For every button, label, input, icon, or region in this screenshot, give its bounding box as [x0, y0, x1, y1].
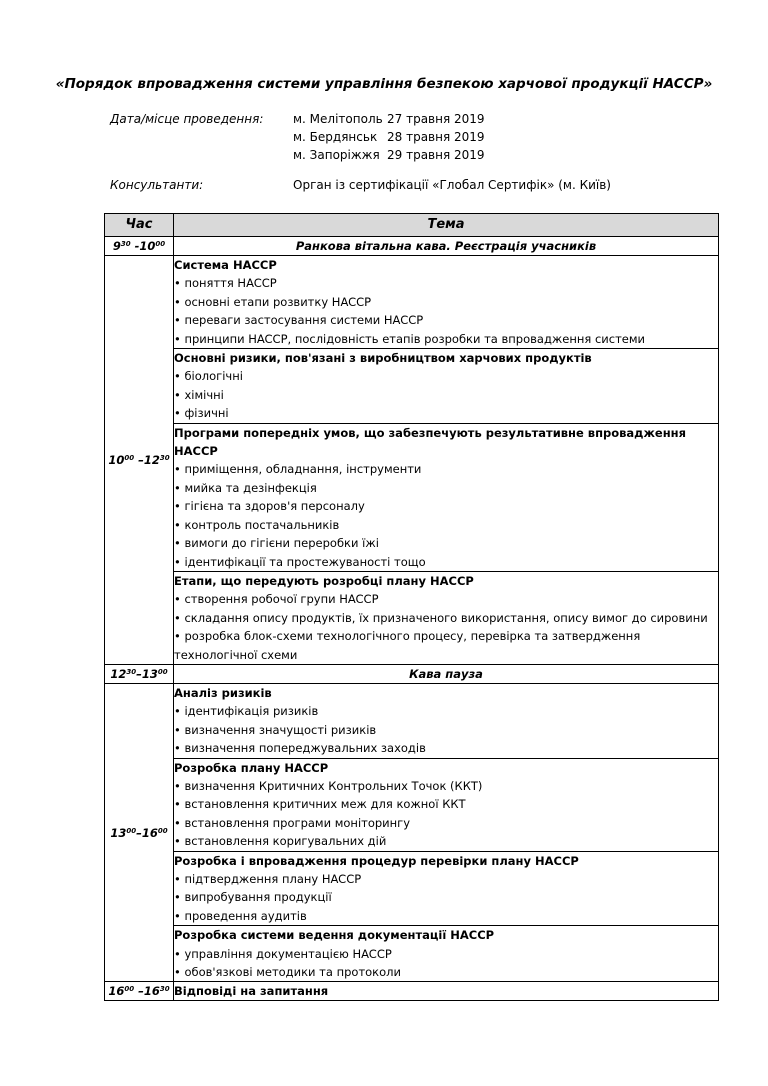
- page-title: «Порядок впровадження системи управління безпекою харчової продукції HACCP»: [55, 76, 713, 92]
- time-cell: $9^{30}$ $-10^{00}$: [105, 237, 174, 256]
- topic-item: • гігієна та здоров'я персоналу: [174, 497, 718, 515]
- location-date: 29 травня 2019: [387, 148, 485, 162]
- topic-item: • мийка та дезінфекція: [174, 479, 718, 497]
- topic-item: • визначення попереджувальних заходів: [174, 739, 718, 757]
- topic-item: • визначення Критичних Контрольних Точок (ККТ): [174, 777, 718, 795]
- topic-heading: Етапи, що передують розробці плану HACCP: [174, 573, 474, 588]
- table-header-row: [105, 214, 719, 237]
- location-row: [293, 110, 485, 128]
- topic-item: • ідентифікація ризиків: [174, 702, 718, 720]
- topic-item: • біологічні: [174, 367, 718, 385]
- topic-item: • визначення значущості ризиків: [174, 721, 718, 739]
- consultants-value: Орган із сертифікації «Глобал Сертифік» (м. Київ): [293, 178, 611, 192]
- table-row: [105, 423, 719, 571]
- topic-item: • принципи HACCP, послідовність етапів розробки та впровадження системи: [174, 330, 718, 348]
- topic-cell: [174, 256, 719, 349]
- location-city: м. Бердянськ: [293, 130, 378, 144]
- topic-cell: [174, 758, 719, 851]
- session-label: Ранкова вітальна кава. Реєстрація учасників: [174, 237, 719, 256]
- topic-item: • підтвердження плану HACCP: [174, 870, 718, 888]
- table-row: [105, 683, 719, 758]
- topic-item: • вимоги до гігієни переробки їжі: [174, 534, 718, 552]
- topic-item: • основні етапи розвитку HACCP: [174, 293, 718, 311]
- column-header-time: Час: [105, 214, 174, 237]
- time-cell: $12^{30}-13^{00}$: [105, 664, 174, 683]
- topic-item: • встановлення критичних меж для кожної ККТ: [174, 795, 718, 813]
- table-row: [105, 982, 719, 1001]
- topic-item: • встановлення програми моніторингу: [174, 814, 718, 832]
- table-row: [105, 349, 719, 424]
- topic-cell: [174, 423, 719, 571]
- location-row: [293, 146, 485, 164]
- schedule-table: [104, 213, 719, 1001]
- location-city: м. Мелітополь: [293, 112, 383, 126]
- topic-cell: [174, 926, 719, 982]
- topic-cell: [174, 683, 719, 758]
- topic-item: • ідентифікації та простежуваності тощо: [174, 553, 718, 571]
- time-cell: $13^{00}-16^{00}$: [105, 683, 174, 982]
- location-date: 28 травня 2019: [387, 130, 485, 144]
- topic-item: • створення робочої групи HACCP: [174, 590, 718, 608]
- topic-item: • встановлення коригувальних дій: [174, 832, 718, 850]
- column-header-topic: Тема: [174, 214, 719, 237]
- topic-item: • хімічні: [174, 386, 718, 404]
- table-row: [105, 926, 719, 982]
- table-row: [105, 571, 719, 664]
- topic-item: • проведення аудитів: [174, 907, 718, 925]
- topic-item: • випробування продукції: [174, 888, 718, 906]
- topic-cell: [174, 851, 719, 926]
- locations-list: [293, 110, 485, 164]
- topic-heading: Аналіз ризиків: [174, 685, 272, 700]
- table-row: [105, 851, 719, 926]
- table-row: [105, 664, 719, 683]
- location-date: 27 травня 2019: [387, 112, 485, 126]
- time-cell: $16^{00}$ $-16^{30}$: [105, 982, 174, 1001]
- topic-item: • переваги застосування системи HACCP: [174, 311, 718, 329]
- topic-cell: [174, 571, 719, 664]
- topic-item: • складання опису продуктів, їх призначеного використання, опису вимог до сировини: [174, 609, 718, 627]
- table-row: [105, 758, 719, 851]
- topic-item: • розробка блок-схеми технологічного процесу, перевірка та затвердження технологічної схеми: [174, 627, 718, 664]
- topic-item: • приміщення, обладнання, інструменти: [174, 460, 718, 478]
- location-city: м. Запоріжжя: [293, 148, 380, 162]
- consultants-label: Консультанти:: [110, 178, 204, 192]
- topic-item: • поняття HACCP: [174, 274, 718, 292]
- topic-heading: Розробка системи ведення документації HACCP: [174, 928, 495, 943]
- topic-heading: Основні ризики, пов'язані з виробництвом харчових продуктів: [174, 351, 592, 366]
- topic-heading: Система HACCP: [174, 258, 277, 272]
- topic-item: • контроль постачальників: [174, 516, 718, 534]
- session-label: Кава пауза: [174, 664, 719, 683]
- topic-heading: Розробка плану HACCP: [174, 760, 329, 775]
- location-row: [293, 128, 485, 146]
- date-place-label: Дата/місце проведення:: [110, 112, 264, 126]
- table-row: [105, 256, 719, 349]
- topic-item: • обов'язкові методики та протоколи: [174, 963, 718, 981]
- table-row: [105, 237, 719, 256]
- time-cell: $10^{00}$ $-12^{30}$: [105, 256, 174, 665]
- topic-heading: Розробка і впровадження процедур перевірки плану HACCP: [174, 853, 579, 868]
- topic-heading: Програми попередніх умов, що забезпечують результативне впровадження HACCP: [174, 425, 686, 459]
- topic-cell: [174, 349, 719, 424]
- topic-item: • фізичні: [174, 404, 718, 422]
- session-label: Відповіді на запитання: [174, 982, 719, 1001]
- topic-item: • управління документацією HACCP: [174, 945, 718, 963]
